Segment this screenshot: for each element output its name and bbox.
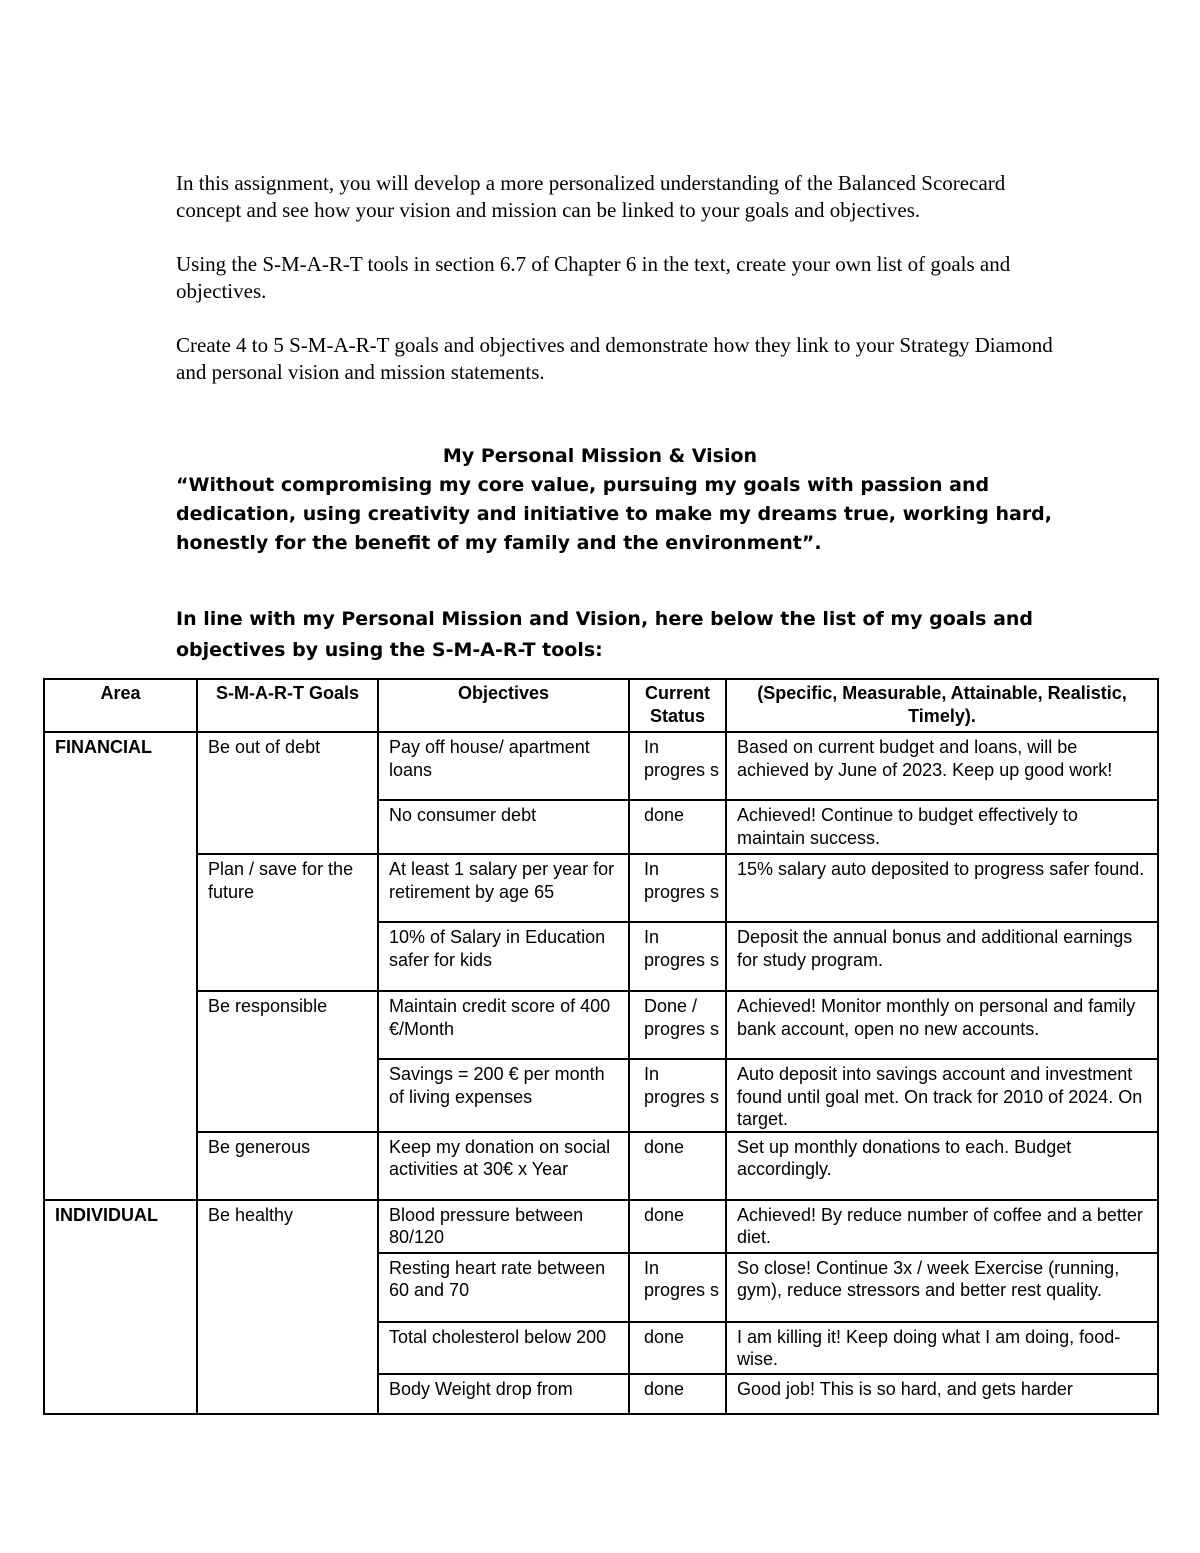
header-objectives: Objectives (378, 679, 629, 732)
header-area: Area (44, 679, 197, 732)
objective-cell: 10% of Salary in Education safer for kids (378, 922, 629, 991)
goal-cell: Be generous (197, 1132, 378, 1200)
smart-note-cell: Achieved! By reduce number of coffee and a better diet. (726, 1200, 1158, 1253)
status-cell: Done / progres s (629, 991, 726, 1059)
table-header-row (44, 679, 1158, 732)
objective-cell: Blood pressure between 80/120 (378, 1200, 629, 1253)
goal-cell: Plan / save for the future (197, 854, 378, 991)
status-cell: In progres s (629, 854, 726, 922)
status-cell: In progres s (629, 732, 726, 800)
status-cell: done (629, 1374, 726, 1414)
smart-note-cell: I am killing it! Keep doing what I am doing, food-wise. (726, 1322, 1158, 1374)
status-cell: In progres s (629, 922, 726, 991)
objective-cell: Resting heart rate between 60 and 70 (378, 1253, 629, 1322)
goal-cell: Be out of debt (197, 732, 378, 854)
table-row (44, 732, 1158, 800)
goal-cell: Be healthy (197, 1200, 378, 1414)
objective-cell: Body Weight drop from (378, 1374, 629, 1414)
assignment-intro (176, 170, 1056, 413)
smart-note-cell: Achieved! Continue to budget effectively to maintain success. (726, 800, 1158, 854)
table-row (44, 854, 1158, 922)
smart-note-cell: 15% salary auto deposited to progress safer found. (726, 854, 1158, 922)
objective-cell: Savings = 200 € per month of living expenses (378, 1059, 629, 1132)
status-cell: In progres s (629, 1253, 726, 1322)
objective-cell: At least 1 salary per year for retirement by age 65 (378, 854, 629, 922)
mission-quote: “Without compromising my core value, pursuing my goals with passion and dedication, using creativity and initiative to make my dreams true, working hard, honestly for the benefit of my family and the environment”. (176, 474, 1053, 554)
smart-note-cell: Auto deposit into savings account and investment found until goal met. On track for 2010 of 2024. On target. (726, 1059, 1158, 1132)
smart-note-cell: So close! Continue 3x / week Exercise (running, gym), reduce stressors and better rest quality. (726, 1253, 1158, 1322)
area-financial: FINANCIAL (44, 732, 197, 1200)
status-cell: done (629, 1200, 726, 1253)
table-row (44, 991, 1158, 1059)
objective-cell: Pay off house/ apartment loans (378, 732, 629, 800)
smart-note-cell: Good job! This is so hard, and gets harder (726, 1374, 1158, 1414)
intro-paragraph: In this assignment, you will develop a more personalized understanding of the Balanced Scorecard concept and see how your vision and mission can be linked to your goals and objectives. (176, 171, 1006, 222)
mission-title: My Personal Mission & Vision (442, 445, 758, 467)
header-smart: (Specific, Measurable, Attainable, Realistic, Timely). (726, 679, 1158, 732)
status-cell: done (629, 1132, 726, 1200)
status-cell: done (629, 800, 726, 854)
header-goals: S-M-A-R-T Goals (197, 679, 378, 732)
header-status: Current Status (629, 679, 726, 732)
status-cell: In progres s (629, 1059, 726, 1132)
smart-goals-table (43, 678, 1159, 1415)
smart-note-cell: Achieved! Monitor monthly on personal and family bank account, open no new accounts. (726, 991, 1158, 1059)
table-row (44, 1132, 1158, 1200)
smart-note-cell: Based on current budget and loans, will be achieved by June of 2023. Keep up good work! (726, 732, 1158, 800)
status-cell: done (629, 1322, 726, 1374)
objective-cell: No consumer debt (378, 800, 629, 854)
smart-note-cell: Deposit the annual bonus and additional earnings for study program. (726, 922, 1158, 991)
table-row (44, 1200, 1158, 1253)
objective-cell: Total cholesterol below 200 (378, 1322, 629, 1374)
objective-cell: Keep my donation on social activities at 30€ x Year (378, 1132, 629, 1200)
intro-paragraph: Create 4 to 5 S-M-A-R-T goals and objectives and demonstrate how they link to your Strategy Diamond and personal vision and mission statements. (176, 333, 1053, 384)
objective-cell: Maintain credit score of 400 €/Month (378, 991, 629, 1059)
list-intro: In line with my Personal Mission and Vision, here below the list of my goals and objectives by using the S-M-A-R-T tools: (176, 608, 1034, 661)
goal-cell: Be responsible (197, 991, 378, 1132)
intro-paragraph: Using the S-M-A-R-T tools in section 6.7 of Chapter 6 in the text, create your own list of goals and objectives. (176, 252, 1011, 303)
area-individual: INDIVIDUAL (44, 1200, 197, 1414)
smart-note-cell: Set up monthly donations to each. Budget accordingly. (726, 1132, 1158, 1200)
